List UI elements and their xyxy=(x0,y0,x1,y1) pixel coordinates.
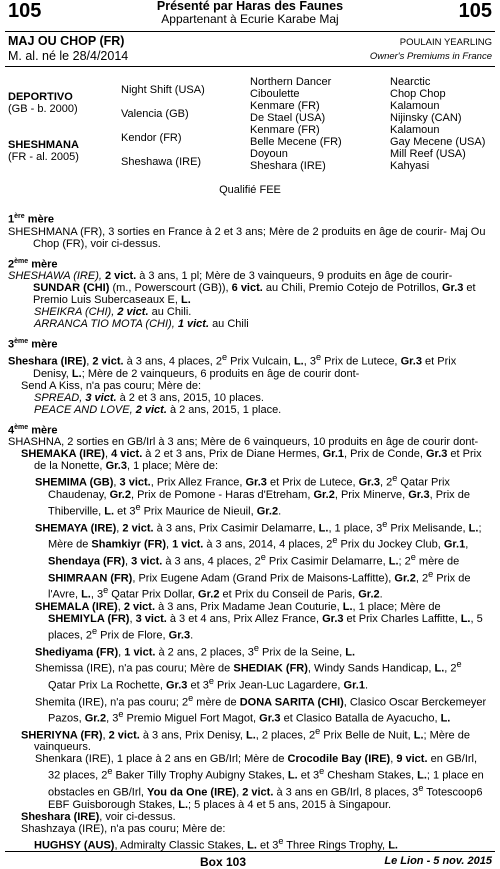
fourth-dam-produce-3: SHEMAYA (IRE), 2 vict. à 3 ans, Prix Casimir Delamarre, L., 1 place, 3e Prix Melisande, L.; Mère de Shamkiyr (FR), 1 vict. à 3 ans, 2014, 4 places, 2e Prix du Jockey Club, Gr.1, Shendaya (FR), 3 vict. à 3 ans, 4 places, 2e Prix Casimir Delamarre, L.; 2e mère de SHIMRAAN (FR), Prix Eugene Adam (Grand Prix de Maisons-Laffitte), Gr.2, 2e Prix de l'Avre, L., 3e Qatar Prix Dollar, Gr.2 et Prix du Conseil de Paris, Gr.2. xyxy=(35,518,482,601)
section-first-dam: 1ère mère xyxy=(8,213,54,226)
box-number: Box 103 xyxy=(200,855,247,869)
pedigree-gen4-6: Gay Mecene (USA) xyxy=(390,136,486,148)
third-dam-para: Sheshara (IRE), 2 vict. à 3 ans, 4 places, 2e Prix Vulcain, L., 3e Prix de Lutece, Gr.3 et Prix Denisy, L.; Mère de 2 vainqueurs, 6 produits en âge de courir dont- xyxy=(8,351,457,380)
second-dam-produce-2: SHEIKRA (CHI), 2 vict. au Chili. xyxy=(34,306,192,319)
horse-details: M. al. né le 28/4/2014 xyxy=(8,49,129,63)
divider-top xyxy=(5,31,495,32)
pedigree-gen4-3: Kalamoun xyxy=(390,100,440,112)
fourth-dam-produce-8: SHERIYNA (FR), 2 vict. à 3 ans, Prix Denisy, L., 2 places, 2e Prix Belle de Nuit, L.; Mère de vainqueurs. xyxy=(21,725,470,754)
pedigree-sire-info: (GB - b. 2000) xyxy=(8,103,78,115)
section-second-dam: 2ème mère xyxy=(8,257,58,271)
section-third-dam: 3ème mère xyxy=(8,338,58,351)
pedigree-dam-info: (FR - al. 2005) xyxy=(8,151,79,163)
third-dam-produce-3: PEACE AND LOVE, 2 vict. à 2 ans, 2015, 1 place. xyxy=(34,403,282,416)
horse-name: MAJ OU CHOP (FR) xyxy=(8,34,125,48)
pedigree-gen3-5: Kenmare (FR) xyxy=(250,124,320,136)
fourth-dam-produce-4: SHEMALA (IRE), 2 vict. à 3 ans, Prix Madame Jean Couturie, L., 1 place; Mère de SHEMIYLA (FR), 3 vict. à 3 et 4 ans, Prix Allez France, Gr.3 et Prix Charles Laffitte, L., 5 places, 2e Prix de Flore, Gr.3. xyxy=(35,600,483,642)
lot-number-left: 105 xyxy=(8,0,42,22)
section-fourth-dam: 4ème mère xyxy=(8,423,58,437)
pedigree-gen4-7: Mill Reef (USA) xyxy=(390,148,466,160)
presenter-block xyxy=(0,0,500,26)
pedigree-gen3-4: De Stael (USA) xyxy=(250,112,326,124)
owner-premiums: Owner's Premiums in France xyxy=(369,51,492,62)
qualification: Qualifié FEE xyxy=(219,184,281,196)
pedigree-gen3-1: Northern Dancer xyxy=(250,76,332,88)
fourth-dam-produce-10: Sheshara (IRE), voir ci-dessus. xyxy=(21,810,176,823)
pedigree-sire: DEPORTIVO xyxy=(8,91,73,103)
pedigree-gen3-7: Doyoun xyxy=(250,148,288,160)
pedigree-gen4-8: Kahyasi xyxy=(390,160,430,172)
fourth-dam-produce-2: SHEMIMA (GB), 3 vict., Prix Allez France, Gr.3 et Prix de Lutece, Gr.3, 2e Qatar Prix Chaudenay, Gr.2, Prix de Pomone - Haras d'Etreham, Gr.2, Prix Minerve, Gr.3, Prix de Thiberville, L. et 3e Prix Maurice de Nieuil, Gr.2. xyxy=(35,473,470,518)
third-dam-produce-1: Send A Kiss, n'a pas couru; Mère de: xyxy=(21,379,202,392)
fourth-dam-produce-5: Shediyama (FR), 1 vict. à 2 ans, 2 places, 3e Prix de la Seine, L. xyxy=(35,642,355,659)
fourth-dam-produce-7: Shemita (IRE), n'a pas couru; 2e mère de DONA SARITA (CHI), Clasico Oscar Berckemeyer Pazos, Gr.2, 3e Premio Miguel Fort Magot, Gr.3 et Clasico Batalla de Ayacucho, L. xyxy=(35,692,487,725)
divider-bottom xyxy=(5,851,495,852)
pedigree-gen2-4: Sheshawa (IRE) xyxy=(121,156,202,168)
owner-line: Appartenant à Ecurie Karabe Maj xyxy=(161,12,339,26)
horse-category: POULAIN YEARLING xyxy=(399,37,492,48)
pedigree-gen3-3: Kenmare (FR) xyxy=(250,100,320,112)
second-dam-produce-3: ARRANCA TIO MOTA (CHI), 1 vict. au Chili xyxy=(34,318,249,331)
first-dam-para: SHESHMANA (FR), 3 sorties en France à 2 et 3 ans; Mère de 2 produits en âge de courir- Maj Ou Chop (FR), voir ci-dessus. xyxy=(8,225,486,250)
pedigree-gen4-2: Chop Chop xyxy=(390,88,446,100)
pedigree-gen4-4: Nijinsky (CAN) xyxy=(390,112,462,124)
presenter-title: Présenté par Haras des Faunes xyxy=(156,0,344,13)
pedigree-gen4-5: Kalamoun xyxy=(390,124,440,136)
pedigree-dam: SHESHMANA xyxy=(8,139,79,151)
third-dam-produce-2: SPREAD, 3 vict. à 2 et 3 ans, 2015, 10 places. xyxy=(34,391,264,404)
pedigree-gen3-2: Ciboulette xyxy=(250,88,300,100)
fourth-dam-produce-6: Shemissa (IRE), n'a pas couru; Mère de SHEDIAK (FR), Windy Sands Handicap, L., 2e Qatar Prix La Rochette, Gr.3 et 3e Prix Jean-Luc Lagardere, Gr.1. xyxy=(35,659,462,692)
fourth-dam-produce-9: Shenkara (IRE), 1 place à 2 ans en GB/Irl; Mère de Crocodile Bay (IRE), 9 vict. en GB/Irl, 32 places, 2e Baker Tilly Trophy Aubigny Stakes, L. et 3e Chesham Stakes, L.; 1 place en obstacles en GB/Irl, You da One (IRE), 2 vict. à 3 ans en GB/Irl, 8 places, 3e Totescoop6 EBF Guisborough Stakes, L.; 5 places à 4 et 5 ans, 2015 à Singapour. xyxy=(35,753,484,811)
fourth-dam-para: SHASHNA, 2 sorties en GB/Irl à 3 ans; Mère de 6 vainqueurs, 10 produits en âge de courir dont- xyxy=(8,436,479,449)
fourth-dam-produce-1: SHEMAKA (IRE), 4 vict. à 2 et 3 ans, Prix de Diane Hermes, Gr.1, Prix de Conde, Gr.3 et Prix de la Nonette, Gr.3, 1 place; Mère de: xyxy=(21,448,482,473)
produce-record xyxy=(8,211,492,851)
pedigree-gen4-1: Nearctic xyxy=(390,76,431,88)
pedigree-gen2-1: Night Shift (USA) xyxy=(121,84,205,96)
divider-pedigree xyxy=(5,66,495,67)
sale-info: Le Lion - 5 nov. 2015 xyxy=(384,855,492,867)
pedigree-gen2-3: Kendor (FR) xyxy=(121,132,182,144)
second-dam-para: SHESHAWA (IRE), 2 vict. à 3 ans, 1 pl; Mère de 3 vainqueurs, 9 produits en âge de courir- SUNDAR (CHI) (m., Powerscourt (GB)), 6 vict. au Chili, Premio Cotejo de Potrillos, Gr.3 et Premio Luis Subercaseaux E, L. xyxy=(8,270,476,307)
pedigree-gen3-6: Belle Mecene (FR) xyxy=(250,136,342,148)
pedigree-gen2-2: Valencia (GB) xyxy=(121,108,189,120)
pedigree-gen3-8: Sheshara (IRE) xyxy=(250,160,326,172)
fourth-dam-produce-11: Shashzaya (IRE), n'a pas couru; Mère de: xyxy=(21,822,226,835)
lot-number-right: 105 xyxy=(458,0,492,22)
fourth-dam-produce-12: HUGHSY (AUS), Admiralty Classic Stakes, L. et 3e Three Rings Trophy, L. xyxy=(34,835,398,852)
